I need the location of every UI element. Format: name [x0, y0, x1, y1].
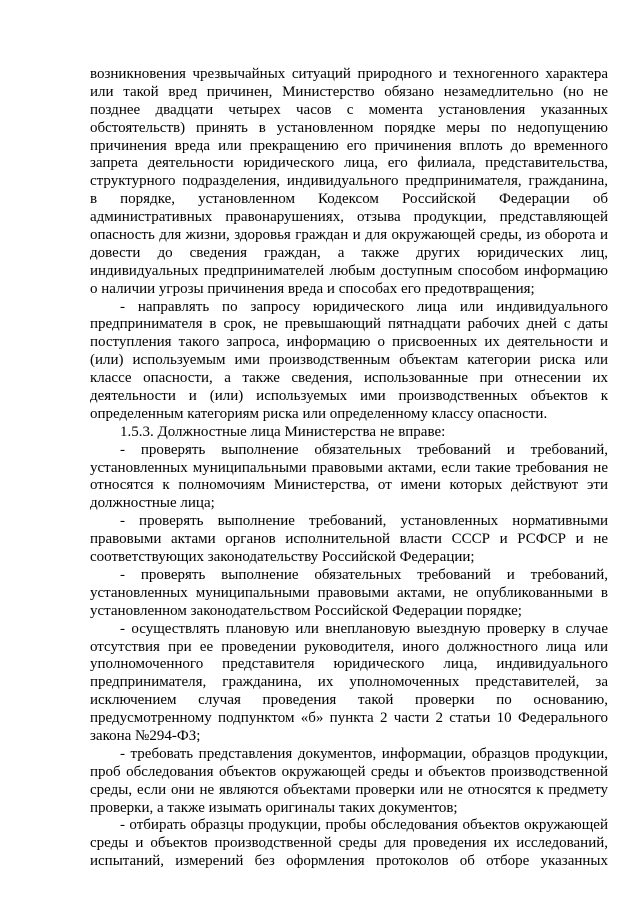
text-line: деятельности и (или) используемых ими производственных объектов к: [90, 388, 608, 405]
text-line: 1.5.3. Должностные лица Министерства не вправе:: [120, 423, 446, 440]
text-line: (или) используемым ими производственным объектам категории риска или: [90, 352, 608, 369]
text-line: - требовать представления документов, информации, образцов продукции,: [120, 745, 608, 762]
text-line: или такой вред причинен, Министерство обязано незамедлительно (но не: [90, 83, 608, 100]
text-line: поступления такого запроса, информацию о присвоенных их деятельности и: [90, 334, 608, 351]
text-line: закона №294-ФЗ;: [90, 727, 201, 744]
text-line: предпринимателя в срок, не превышающий пятнадцати рабочих дней с даты: [90, 316, 608, 333]
text-line: правовыми актами органов исполнительной власти СССР и РСФСР и не: [90, 531, 608, 548]
text-line: среды, если они не являются объектами проверки или не относятся к предмету: [90, 781, 608, 798]
document-page: [90, 66, 608, 871]
text-line: соответствующих законодательству Российской Федерации;: [90, 549, 475, 566]
text-line: классе опасности, а также сведения, использованные при отнесении их: [90, 370, 608, 387]
text-line: структурного подразделения, индивидуального предпринимателя, гражданина,: [90, 173, 608, 190]
text-line: опасность для жизни, здоровья граждан и для окружающей среды, из оборота и: [90, 227, 608, 244]
text-line: - осуществлять плановую или внеплановую выездную проверку в случае: [120, 620, 608, 637]
paragraph: [90, 299, 608, 424]
text-line: проб обследования объектов окружающей среды и объектов производственной: [90, 763, 608, 780]
text-line: - отбирать образцы продукции, пробы обследования объектов окружающей: [120, 817, 608, 834]
text-line: позднее двадцати четырех часов с момента установления указанных: [90, 101, 608, 118]
text-line: предпринимателя, гражданина, их уполномоченных представителей, за: [90, 674, 608, 691]
text-line: определенным категориям риска или определенному классу опасности.: [90, 405, 548, 422]
text-line: должностные лица;: [90, 495, 215, 512]
text-line: - проверять выполнение обязательных требований и требований,: [120, 566, 608, 583]
text-line: обстоятельств) принять в установленном порядке меры по недопущению: [90, 119, 608, 136]
paragraph: [90, 817, 608, 871]
text-line: возникновения чрезвычайных ситуаций природного и техногенного характера: [90, 66, 608, 82]
text-line: уполномоченного представителя юридического лица, индивидуального: [90, 656, 608, 673]
paragraph: [90, 442, 608, 514]
paragraph: [90, 513, 608, 567]
text-line: предусмотренному подпунктом «б» пункта 2 части 2 статьи 10 Федерального: [90, 710, 608, 727]
paragraph: [90, 424, 608, 442]
text-line: запрета деятельности юридического лица, его филиала, представительства,: [90, 155, 608, 172]
paragraph: [90, 567, 608, 621]
text-line: среды и объектов производственной среды для проведения их исследований,: [90, 835, 608, 852]
text-line: - проверять выполнение обязательных требований и требований,: [120, 441, 608, 458]
text-line: довести до сведения граждан, а также других юридических лиц,: [90, 244, 608, 261]
paragraph: [90, 746, 608, 818]
text-line: административных правонарушениях, отзыва продукции, представляющей: [90, 209, 608, 226]
text-line: исключением случая проведения такой проверки по основанию,: [90, 692, 608, 709]
text-line: - направлять по запросу юридического лица или индивидуального: [120, 298, 608, 315]
text-line: установленных муниципальными правовыми актами, не опубликованными в: [90, 584, 608, 601]
text-line: в порядке, установленном Кодексом Российской Федерации об: [90, 191, 608, 208]
text-line: установленном законодательством Российской Федерации порядке;: [90, 602, 522, 619]
text-line: - проверять выполнение требований, установленных нормативными: [120, 513, 608, 530]
paragraph: [90, 621, 608, 746]
text-line: о наличии угрозы причинения вреда и способах его предотвращения;: [90, 280, 535, 297]
paragraph: [90, 66, 608, 299]
text-line: причинения вреда или прекращению его причинения вплоть до временного: [90, 137, 608, 154]
text-line: проверки, а также изымать оригиналы таких документов;: [90, 799, 458, 816]
text-line: испытаний, измерений без оформления протоколов об отборе указанных: [90, 853, 608, 870]
text-line: индивидуальных предпринимателей любым доступным способом информацию: [90, 262, 608, 279]
text-line: установленных муниципальными правовыми актами, если такие требования не: [90, 459, 608, 476]
text-line: относятся к полномочиям Министерства, от имени которых действуют эти: [90, 477, 608, 494]
text-line: отсутствия при ее проведении руководителя, иного должностного лица или: [90, 638, 608, 655]
